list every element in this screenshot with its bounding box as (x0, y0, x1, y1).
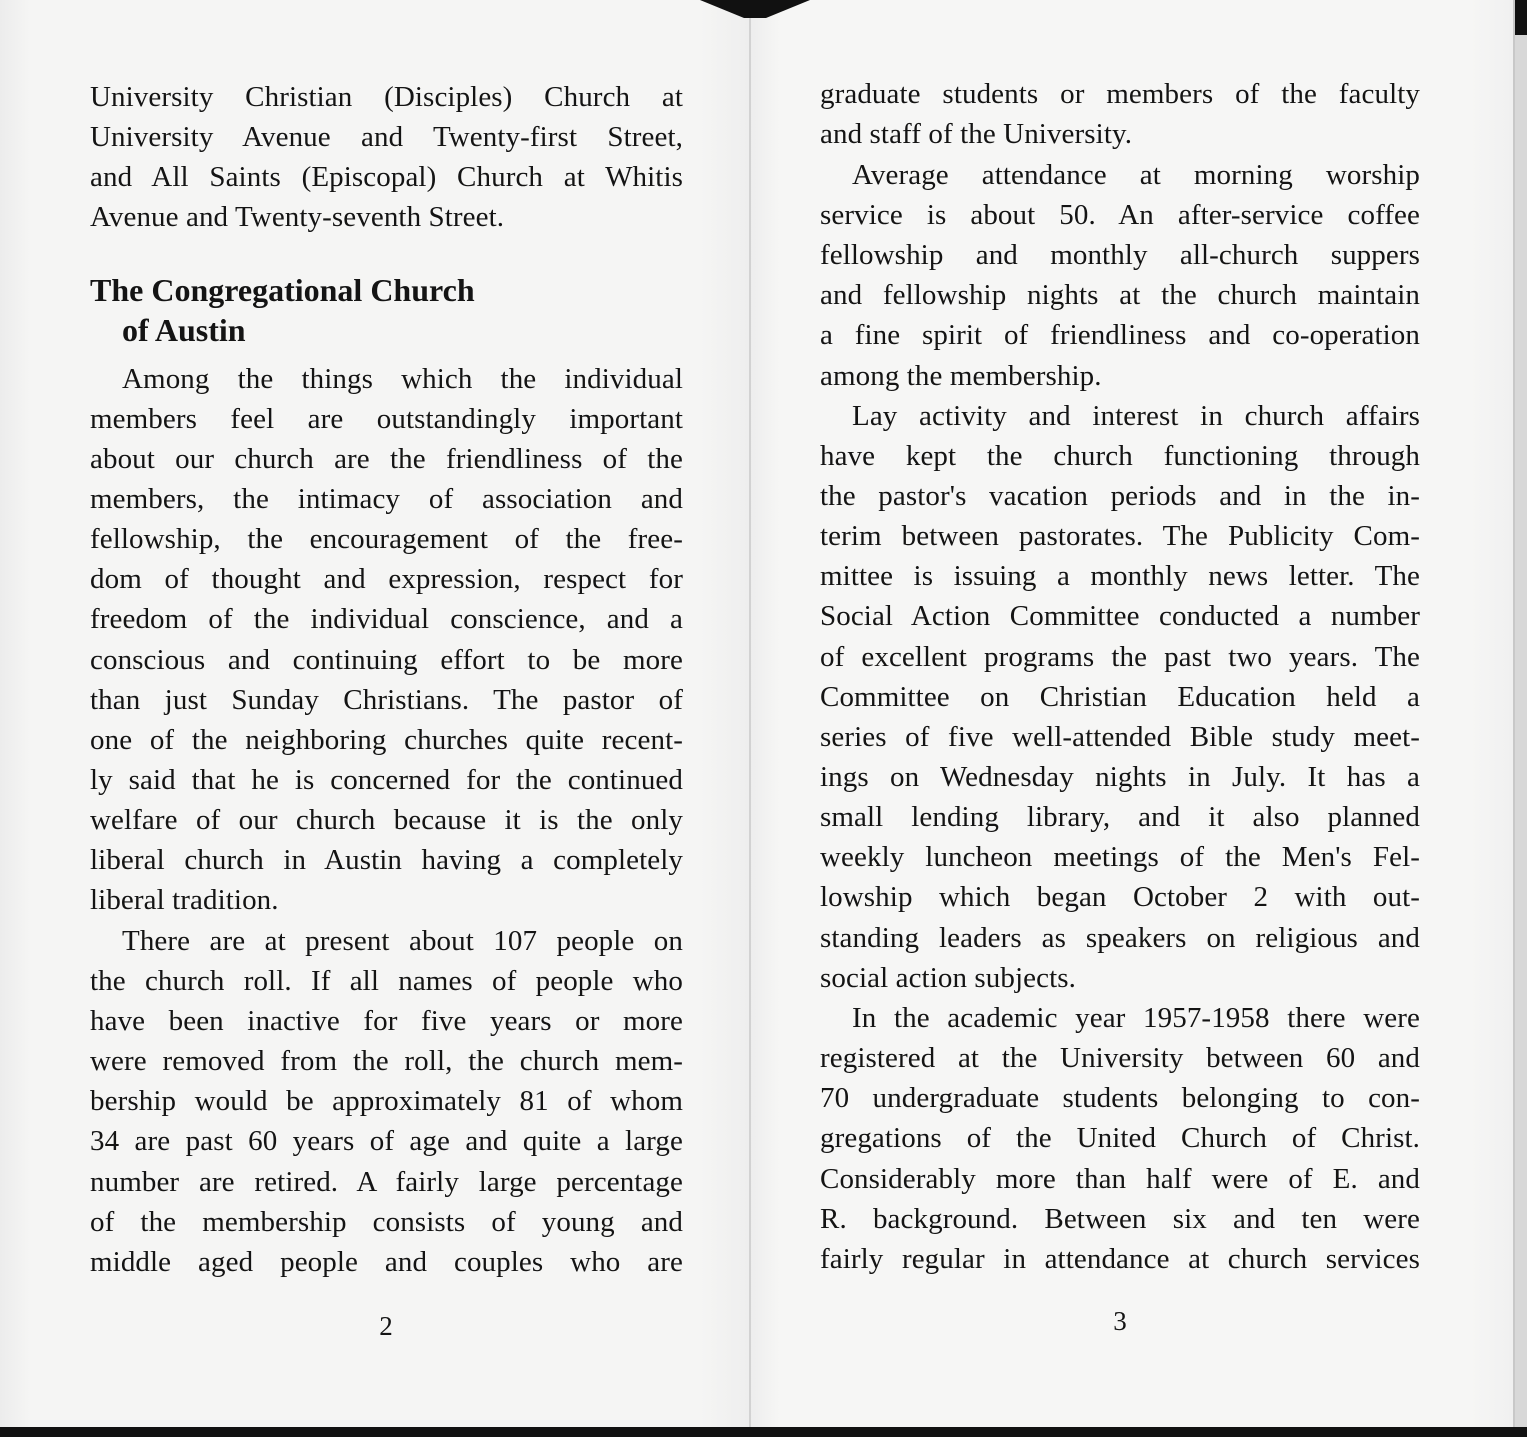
text-line: fellowship and monthly all-church suppers (820, 239, 1420, 271)
text-line: and fellowship nights at the church maintain (820, 279, 1420, 311)
text-line: graduate students or members of the faculty (820, 78, 1420, 110)
text-line: Avenue and Twenty-seventh Street. (90, 201, 505, 233)
text-line: than just Sunday Christians. The pastor of (90, 684, 683, 716)
text-line: welfare of our church because it is the only (90, 804, 683, 836)
text-line: of the membership consists of young and (90, 1206, 683, 1238)
text-line: number are retired. A fairly large percentage (90, 1166, 683, 1198)
text-line: members feel are outstandingly important (90, 403, 683, 435)
text-line: University Christian (Disciples) Church at (90, 81, 683, 113)
text-line: about our church are the friendliness of the (90, 443, 683, 475)
text-line: terim between pastorates. The Publicity Com- (820, 520, 1420, 552)
text-line: Considerably more than half were of E. and (820, 1163, 1420, 1195)
left-page (0, 0, 750, 1427)
text-line: social action subjects. (820, 962, 1076, 994)
text-line: of excellent programs the past two years. The (820, 641, 1420, 673)
text-line: the church roll. If all names of people who (90, 965, 683, 997)
page-number: 3 (1113, 1306, 1127, 1336)
text-line: have been inactive for five years or more (90, 1005, 683, 1037)
page-edge (1513, 0, 1527, 1437)
text-line: ings on Wednesday nights in July. It has a (820, 761, 1420, 793)
text-line: liberal tradition. (90, 884, 279, 916)
text-line: In the academic year 1957-1958 there were (852, 1002, 1420, 1034)
scan-border (0, 1427, 1527, 1437)
text-line: liberal church in Austin having a completely (90, 844, 683, 876)
page-number: 2 (379, 1311, 393, 1341)
text-line: registered at the University between 60 and (820, 1042, 1420, 1074)
text-line: ly said that he is concerned for the continued (90, 764, 683, 796)
text-line: bership would be approximately 81 of whom (90, 1085, 683, 1117)
text-line: Among the things which the individual (122, 363, 683, 395)
text-line: one of the neighboring churches quite recent- (90, 724, 683, 756)
text-line: 70 undergraduate students belonging to con- (820, 1082, 1420, 1114)
text-line: Lay activity and interest in church affairs (852, 400, 1420, 432)
text-line: Average attendance at morning worship (852, 159, 1420, 191)
text-line: lowship which began October 2 with out- (820, 881, 1420, 913)
text-line: middle aged people and couples who are (90, 1246, 683, 1278)
text-line: University Avenue and Twenty-first Street, (90, 121, 683, 153)
text-line: have kept the church functioning through (820, 440, 1420, 472)
text-line: were removed from the roll, the church mem- (90, 1045, 683, 1077)
text-line: among the membership. (820, 360, 1102, 392)
text-line: Committee on Christian Education held a (820, 681, 1420, 713)
right-page (750, 0, 1514, 1427)
text-line: gregations of the United Church of Christ. (820, 1122, 1420, 1154)
text-line: service is about 50. An after-service coffee (820, 199, 1420, 231)
text-line: a fine spirit of friendliness and co-operation (820, 319, 1420, 351)
text-line: and staff of the University. (820, 118, 1133, 150)
text-line: mittee is issuing a monthly news letter. The (820, 560, 1420, 592)
text-line: There are at present about 107 people on (122, 925, 683, 957)
text-line: freedom of the individual conscience, and a (90, 603, 683, 635)
text-line: R. background. Between six and ten were (820, 1203, 1420, 1235)
text-line: and All Saints (Episcopal) Church at Whitis (90, 161, 683, 193)
text-line: series of five well-attended Bible study meet- (820, 721, 1420, 753)
text-line: dom of thought and expression, respect for (90, 563, 683, 595)
book-gutter (749, 0, 751, 1427)
text-line: standing leaders as speakers on religious and (820, 922, 1420, 954)
text-line: fairly regular in attendance at church services (820, 1243, 1420, 1275)
text-line: small lending library, and it also planned (820, 801, 1420, 833)
text-line: Social Action Committee conducted a number (820, 600, 1420, 632)
text-line: the pastor's vacation periods and in the in- (820, 480, 1420, 512)
text-line: weekly luncheon meetings of the Men's Fel- (820, 841, 1420, 873)
section-heading: The Congregational Church (90, 272, 475, 308)
section-heading-continued: of Austin (122, 312, 246, 348)
text-line: 34 are past 60 years of age and quite a large (90, 1125, 683, 1157)
text-line: members, the intimacy of association and (90, 483, 683, 515)
text-line: fellowship, the encouragement of the free- (90, 523, 683, 555)
text-line: conscious and continuing effort to be more (90, 644, 683, 676)
